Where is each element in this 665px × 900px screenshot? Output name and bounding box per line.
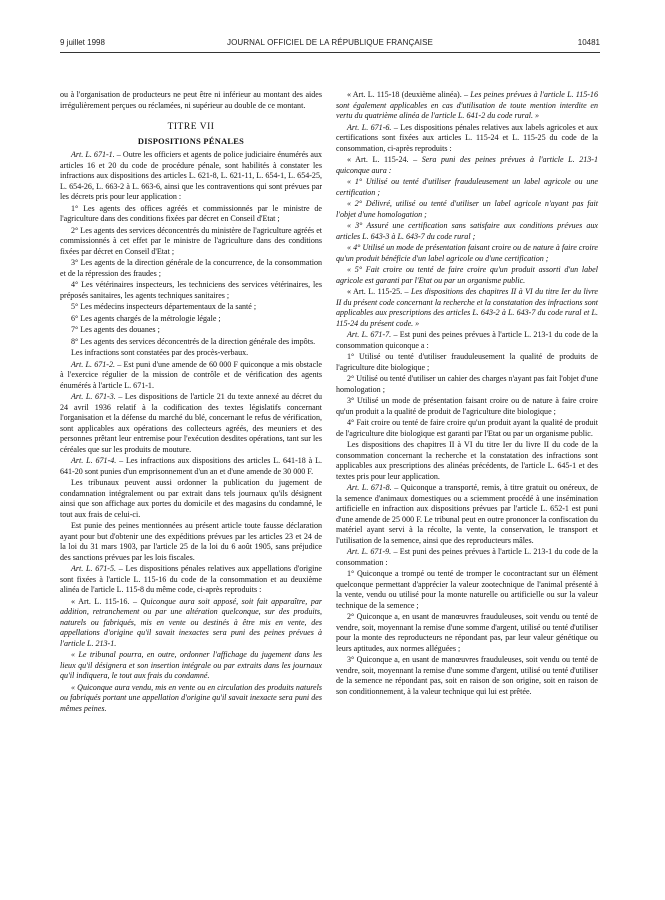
list-item: 6° Les agents chargés de la métrologie légale ; bbox=[71, 313, 221, 323]
article-l671-1 bbox=[60, 150, 322, 203]
quoted-list-item: « 3° Assuré une certification sans satisfaire aux conditions prévues aux articles L. 643-3 à L. 643-7 du code rural ; bbox=[336, 221, 598, 241]
header-date: 9 juillet 1998 bbox=[60, 38, 105, 47]
list-item: 1° Quiconque a trompé ou tenté de tromper le cocontractant sur un élément quelconque permettant d'apprécier la valeur zootechnique de l'animal présenté à la vente, vendu ou utilisé pour la monte naturelle ou artificielle ou sur la valeur technique de la semence ; bbox=[336, 569, 598, 610]
article-ref: Art. L. 671-2. bbox=[71, 359, 116, 369]
article-l671-2 bbox=[60, 360, 322, 392]
header-rule bbox=[60, 52, 600, 53]
quoted-article bbox=[336, 287, 598, 329]
article-l671-6 bbox=[336, 123, 598, 155]
section-title: TITRE VII bbox=[167, 122, 215, 132]
list-item: 4° Les vétérinaires inspecteurs, les techniciens des services vétérinaires, les préposés sanitaires, les agents techniques sanitaires ; bbox=[60, 280, 322, 300]
article-text: – Les dispositions pénales relatives aux appellations d'origine sont fixées à l'article L. 115-16 du code de la consommation et au deuxième alinéa de l'article L. 115-8 du même code, ci-après reproduits : bbox=[60, 564, 323, 594]
page-header bbox=[60, 38, 600, 50]
quoted-paragraph: « Le tribunal pourra, en outre, ordonner l'affichage du jugement dans les lieux qu'il désignera et son insertion intégrale ou par extraits dans les journaux qu'il indiquera, le tout aux frais du condamné. bbox=[60, 650, 322, 680]
article-ref: Art. L. 671-1. bbox=[71, 150, 115, 159]
list-item: 3° Les agents de la direction générale de la concurrence, de la consommation et de la répression des fraudes ; bbox=[60, 258, 322, 278]
header-journal-title: JOURNAL OFFICIEL DE LA RÉPUBLIQUE FRANÇAISE bbox=[227, 38, 433, 47]
list-item: 3° Utilisé un mode de présentation faisant croire ou de nature à faire croire qu'un produit a la qualité de produit de l'agriculture dite biologique ; bbox=[336, 396, 598, 416]
article-ref: Art. L. 671-9. bbox=[347, 547, 392, 556]
article-l671-8 bbox=[336, 483, 598, 546]
quoted-list-item: « 1° Utilisé ou tenté d'utiliser frauduleusement un label agricole ou une certification ; bbox=[336, 177, 598, 197]
list-item: 2° Utilisé ou tenté d'utiliser un cahier des charges n'ayant pas fait l'objet d'une homologation ; bbox=[336, 374, 598, 394]
paragraph: Les tribunaux peuvent aussi ordonner la publication du jugement de condamnation intégralement ou par extrait dans tels journaux qu'ils désignent ainsi que son affichage aux portes du domicile et des magasins du condamné, le tout aux frais de celui-ci. bbox=[60, 478, 322, 519]
article-l671-3 bbox=[60, 392, 322, 455]
list-item: 3° Quiconque a, en usant de manœuvres frauduleuses, soit vendu ou tenté de vendre, soit, moyennant la remise d'une somme d'argent, utilisé ou tenté d'utiliser de la semence ne répondant pas, soit en raison de son origine, soit en raison de son conditionnement, à la valeur technique qui lui est prêtée. bbox=[336, 655, 598, 696]
list-item: 8° Les agents des services déconcentrés de la direction générale des impôts. bbox=[71, 336, 316, 346]
quoted-article bbox=[60, 597, 322, 650]
quoted-list-item: « 2° Délivré, utilisé ou tenté d'utiliser un label agricole n'ayant pas fait l'objet d'une homologation ; bbox=[336, 199, 598, 219]
list-item: 1° Utilisé ou tenté d'utiliser frauduleusement la qualité de produits de l'agriculture dite biologique ; bbox=[336, 352, 598, 372]
quoted-ref: « Art. L. 115-25. – bbox=[347, 287, 412, 296]
list-item: 7° Les agents des douanes ; bbox=[71, 325, 160, 334]
paragraph: ou à l'organisation de producteurs ne peut être ni inférieur au montant des aides irrégulièrement perçues ou réclamées, ni supérieur au double de ce montant. bbox=[60, 90, 322, 110]
article-l671-7 bbox=[336, 330, 598, 351]
article-ref: Art. L. 671-6. bbox=[347, 122, 392, 132]
list-item: 1° Les agents des offices agréés et commissionnés par le ministre de l'agriculture dans des conditions fixées par décret en Conseil d'Etat ; bbox=[60, 203, 322, 223]
quoted-list-item: « 5° Fait croire ou tenté de faire croire qu'un produit assorti d'un label agricole est garanti par l'Etat ou par un organisme public. bbox=[336, 265, 598, 285]
list-item: 5° Les médecins inspecteurs départementaux de la santé ; bbox=[71, 302, 257, 311]
list-item: 2° Les agents des services déconcentrés du ministère de l'agriculture agréés et commissionnés à cet effet par le ministre de l'agriculture dans des conditions fixées par décret en Conseil d'Etat ; bbox=[60, 225, 322, 256]
quoted-ref: « Art. L. 115-18 (deuxième alinéa). – bbox=[347, 90, 471, 99]
article-text: – Les infractions aux dispositions des articles L. 641-18 à L. 641-20 sont punies d'un emprisonnement d'un an et d'une amende de 30 000 F. bbox=[60, 456, 322, 476]
list-item: 4° Fait croire ou tenté de faire croire qu'un produit ayant la qualité de produit de l'agriculture dite biologique est garanti par l'Etat ou par un organisme public. bbox=[336, 418, 598, 438]
quoted-text: Les peines prévues à l'article L. 115-16 sont également applicables en cas d'utilisation de toute mention interdite en vertu du quatrième alinéa de l'article L. 641-2 du code rural. » bbox=[336, 90, 598, 120]
paragraph: Est punie des peines mentionnées au présent article toute fausse déclaration ayant pour but d'obtenir une des expéditions prévues par les articles 23 et 24 de la loi du 31 mars 1903, par l'article 25 de la loi du 6 août 1905, sans préjudice des sanctions prévues par les lois fiscales. bbox=[60, 521, 322, 562]
right-column bbox=[336, 90, 598, 698]
paragraph: Les infractions sont constatées par des procès-verbaux. bbox=[71, 348, 249, 357]
quoted-list-item: « 4° Utilisé un mode de présentation faisant croire ou de nature à faire croire qu'un produit bénéficie d'un label agricole ou d'une certification ; bbox=[336, 243, 598, 263]
article-l671-4 bbox=[60, 456, 322, 477]
article-text: – Quiconque a transporté, remis, à titre gratuit ou onéreux, de la semence d'animaux domestiques ou a sciemment procédé à une insémination artificielle en infraction aux dispositions prévues par l'article L. 652-1 est puni d'une amende de 25 000 F. Le tribunal peut en outre prononcer la confiscation du matériel ayant servi à la récolte, la vente, la conservation, le transport et l'utilisation de la semence, ainsi que des reproducteurs mâles. bbox=[336, 483, 598, 545]
article-text: – Les dispositions pénales relatives aux labels agricoles et aux certifications sont fixées aux articles L. 115-24 et L. 115-25 du code de la consommation, ci-après reproduits : bbox=[336, 122, 598, 153]
article-l671-5 bbox=[60, 564, 322, 596]
article-text: – Est puni des peines prévues à l'article L. 213-1 du code de la consommation : bbox=[336, 547, 598, 567]
header-page-number: 10481 bbox=[577, 38, 600, 47]
quoted-text: Les dispositions des chapitres II à VI du titre Ier du livre II du présent code concernant la recherche et la constatation des infractions sont applicables aux prescriptions des articles L. 643-2 à L. 643-7 du code rural et L. 115-24 du présent code. » bbox=[336, 287, 598, 328]
section-subtitle: DISPOSITIONS PÉNALES bbox=[137, 136, 245, 146]
quoted-text: Sera puni des peines prévues à l'article L. 213-1 quiconque aura : bbox=[336, 155, 598, 175]
quoted-text: Quiconque aura soit apposé, soit fait apparaître, par addition, retranchement ou par une altération quelconque, sur des produits, naturels ou fabriqués, mis en vente ou destinés à être mis en vente, des appellations d'origine qu'il savait inexactes sera puni des peines prévues à l'article L. 213-1. bbox=[60, 596, 322, 648]
article-ref: Art. L. 671-8. bbox=[347, 483, 392, 492]
article-ref: Art. L. 671-5. bbox=[71, 564, 117, 573]
article-text: – Est puni des peines prévues à l'article L. 213-1 du code de la consommation quiconque a : bbox=[336, 330, 598, 350]
article-text: – Les dispositions de l'article 21 du texte annexé au décret du 24 avril 1936 relatif à la codification des textes législatifs concernant l'organisation et la défense du marché du blé, concernant le refus de vérification, sont applicables aux opérations des collecteurs agréés, des meuniers et des personnes prêtant leur entremise pour l'exécution desdites opérations, tant sur les céréales que sur les produits de mouture. bbox=[60, 392, 322, 454]
article-ref: Art. L. 671-4. bbox=[71, 456, 117, 465]
left-column bbox=[60, 90, 322, 715]
article-text: – Outre les officiers et agents de police judiciaire énumérés aux articles 16 et 20 du code de procédure pénale, sont habilités à constater les infractions aux dispositions des articles L. 621-8, L. 621-11, L. 654-1, L. 654-25, L. 654-26, L. 663-2 à L. 663-6, ainsi que les contraventions qui sont prévues par les décrets pris pour leur application : bbox=[60, 150, 322, 201]
list-item: 2° Quiconque a, en usant de manœuvres frauduleuses, soit vendu ou tenté de vendre, soit, moyennant la remise d'une somme d'argent, utilisé ou tenté d'utiliser pour la monte des reproducteurs ne répondant pas, par leur valeur génétique ou leurs aptitudes, aux normes alléguées ; bbox=[336, 612, 598, 653]
quoted-article bbox=[336, 155, 598, 176]
paragraph: Les dispositions des chapitres II à VI du titre Ier du livre II du code de la consommation concernant la recherche et la constatation des infractions sont applicables aux prescriptions des alinéas précédents, de l'article L. 645-1 et des textes pris pour leur application. bbox=[336, 440, 598, 481]
article-ref: Art. L. 671-3. bbox=[71, 392, 116, 401]
quoted-ref: « Art. L. 115-16. – bbox=[71, 596, 141, 606]
quoted-ref: « Art. L. 115-24. – bbox=[347, 155, 422, 164]
article-l671-9 bbox=[336, 547, 598, 568]
quoted-paragraph: « Quiconque aura vendu, mis en vente ou en circulation des produits naturels ou fabriqués portant une appellation d'origine qu'il savait inexacte sera puni des mêmes peines. bbox=[60, 682, 322, 713]
article-text: – Est puni d'une amende de 60 000 F quiconque a mis obstacle à l'exercice régulier de la mission de contrôle et de vérification des agents énumérés à l'article L. 671-1. bbox=[60, 359, 322, 390]
quoted-article bbox=[336, 90, 598, 122]
article-ref: Art. L. 671-7. bbox=[347, 330, 392, 339]
